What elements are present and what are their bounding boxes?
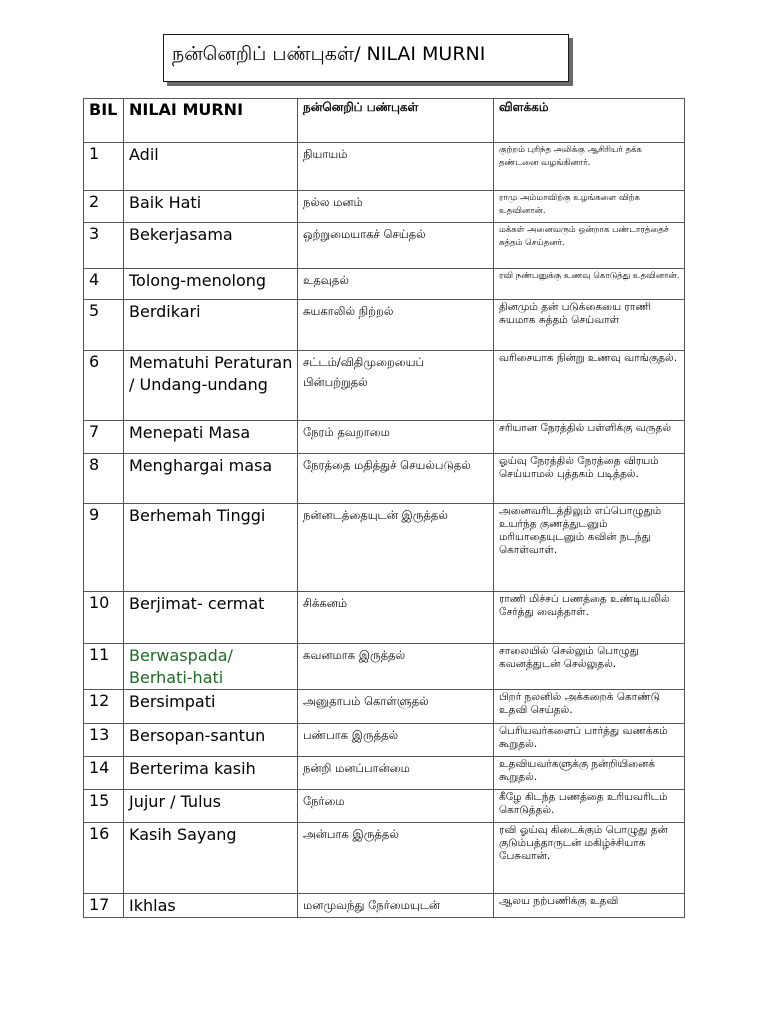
row-explanation: கீழே கிடந்த பணத்தை உரியவரிடம் கொடுத்தல். (494, 790, 685, 823)
row-malay-value: Jujur / Tulus (124, 790, 298, 823)
row-number: 5 (84, 300, 124, 351)
table-row (84, 454, 685, 504)
row-malay-value: Bekerjasama (124, 223, 298, 269)
row-number: 16 (84, 823, 124, 894)
row-number: 2 (84, 191, 124, 223)
row-malay-value: Menepati Masa (124, 421, 298, 454)
row-number: 12 (84, 690, 124, 724)
row-explanation: பெரியவர்களைப் பார்த்து வணக்கம் கூறுதல். (494, 724, 685, 757)
table-row (84, 191, 685, 223)
table-row (84, 894, 685, 918)
table-row (84, 757, 685, 790)
row-number: 9 (84, 504, 124, 592)
row-number: 10 (84, 592, 124, 644)
row-number: 6 (84, 351, 124, 421)
row-malay-value: Adil (124, 143, 298, 191)
table-row (84, 269, 685, 300)
row-tamil-value: நேரம் தவறாமை (298, 421, 494, 454)
row-tamil-value: நேர்மை (298, 790, 494, 823)
row-tamil-value: சட்டம்/விதிமுறையைப் பின்பற்றுதல் (298, 351, 494, 421)
row-malay-value: Ikhlas (124, 894, 298, 918)
row-malay-value: Mematuhi Peraturan / Undang-undang (124, 351, 298, 421)
header-tamil-values: நன்னெறிப் பண்புகள் (298, 99, 494, 143)
row-explanation: ரவி நண்பனுக்கு உணவு கொடுத்து உதவினான். (494, 269, 685, 300)
row-explanation: குற்றம் புரிந்த அலிக்கு ஆசிரியர் தக்க தண்டனை வழங்கினார். (494, 143, 685, 191)
row-number: 1 (84, 143, 124, 191)
table-row (84, 724, 685, 757)
row-explanation: ஓய்வு நேரத்தில் நேரத்தை விரயம் செய்யாமல் புத்தகம் படித்தல். (494, 454, 685, 504)
row-tamil-value: பண்பாக இருத்தல் (298, 724, 494, 757)
table-row (84, 823, 685, 894)
row-malay-value: Berjimat- cermat (124, 592, 298, 644)
row-malay-value: Berdikari (124, 300, 298, 351)
row-malay-value: Bersopan-santun (124, 724, 298, 757)
row-malay-value: Kasih Sayang (124, 823, 298, 894)
row-number: 11 (84, 644, 124, 690)
row-tamil-value: நன்றி மனப்பான்மை (298, 757, 494, 790)
row-explanation: பிறர் நலனில் அக்கறைக் கொண்டு உதவி செய்தல். (494, 690, 685, 724)
row-malay-value: Tolong-menolong (124, 269, 298, 300)
row-tamil-value: கவனமாக இருத்தல் (298, 644, 494, 690)
row-tamil-value: அனுதாபம் கொள்ளுதல் (298, 690, 494, 724)
row-explanation: உதவியவர்களுக்கு நன்றியினைக் கூறுதல். (494, 757, 685, 790)
row-explanation: சாலையில் செல்லும் பொழுது கவனத்துடன் செல்லுதல். (494, 644, 685, 690)
table-row (84, 690, 685, 724)
row-malay-value: Menghargai masa (124, 454, 298, 504)
table-row (84, 143, 685, 191)
row-explanation: ராமு அம்மாவிற்கு உழங்களை விற்க உதவினான். (494, 191, 685, 223)
table-row (84, 300, 685, 351)
table-row (84, 351, 685, 421)
row-tamil-value: உதவுதல் (298, 269, 494, 300)
title-box (163, 34, 569, 82)
row-tamil-value: நேரத்தை மதித்துச் செயல்படுதல் (298, 454, 494, 504)
row-malay-value: Berhemah Tinggi (124, 504, 298, 592)
table-header-row (84, 99, 685, 143)
row-number: 13 (84, 724, 124, 757)
row-tamil-value: மனமுவந்து நேர்மையுடன் (298, 894, 494, 918)
row-explanation: தினமும் தன் படுக்கையை ராணி சுயமாக சுத்தம் செய்வாள் (494, 300, 685, 351)
row-number: 17 (84, 894, 124, 918)
row-tamil-value: சிக்கனம் (298, 592, 494, 644)
row-explanation: வரிசையாக நின்று உணவு வாங்குதல். (494, 351, 685, 421)
header-bil: BIL (84, 99, 124, 143)
row-explanation: மக்கள் அனைவரும் ஒன்றாக பண்டாரத்தைச் சுத்தம் செய்தனர். (494, 223, 685, 269)
row-malay-value: Bersimpati (124, 690, 298, 724)
table-row (84, 223, 685, 269)
row-explanation: அனைவரிடத்திலும் எப்பொழுதும் உயர்ந்த குணத்துடனும் மரியாதையுடனும் கவின் நடந்து கொள்வாள். (494, 504, 685, 592)
header-explanation: விளக்கம் (494, 99, 685, 143)
row-number: 15 (84, 790, 124, 823)
row-tamil-value: ஒற்றுமையாகச் செய்தல் (298, 223, 494, 269)
header-nilai-murni: NILAI MURNI (124, 99, 298, 143)
table-row (84, 790, 685, 823)
row-explanation: ராணி மிச்சப் பணத்தை உண்டியலில் சேர்த்து வைத்தாள். (494, 592, 685, 644)
row-tamil-value: நன்னடத்தையுடன் இருத்தல் (298, 504, 494, 592)
values-table (83, 98, 685, 918)
row-tamil-value: நியாயம் (298, 143, 494, 191)
row-explanation: சரியான நேரத்தில் பள்ளிக்கு வருதல் (494, 421, 685, 454)
row-number: 7 (84, 421, 124, 454)
row-malay-value: Berwaspada/ Berhati-hati (124, 644, 298, 690)
row-tamil-value: சுயகாலில் நிற்றல் (298, 300, 494, 351)
row-number: 4 (84, 269, 124, 300)
page-title: நன்னெறிப் பண்புகள்/ NILAI MURNI (172, 43, 486, 65)
table-row (84, 504, 685, 592)
row-explanation: ரவி ஓய்வு கிடைக்கும் பொழுது தன் குடும்பத்தாருடன் மகிழ்ச்சியாக பேசுவான். (494, 823, 685, 894)
row-number: 8 (84, 454, 124, 504)
row-malay-value: Baik Hati (124, 191, 298, 223)
table-row (84, 644, 685, 690)
row-number: 3 (84, 223, 124, 269)
table-row (84, 421, 685, 454)
row-number: 14 (84, 757, 124, 790)
row-explanation: ஆலய நற்பணிக்கு உதவி (494, 894, 685, 918)
row-tamil-value: அன்பாக இருத்தல் (298, 823, 494, 894)
row-tamil-value: நல்ல மனம் (298, 191, 494, 223)
table-row (84, 592, 685, 644)
row-malay-value: Berterima kasih (124, 757, 298, 790)
